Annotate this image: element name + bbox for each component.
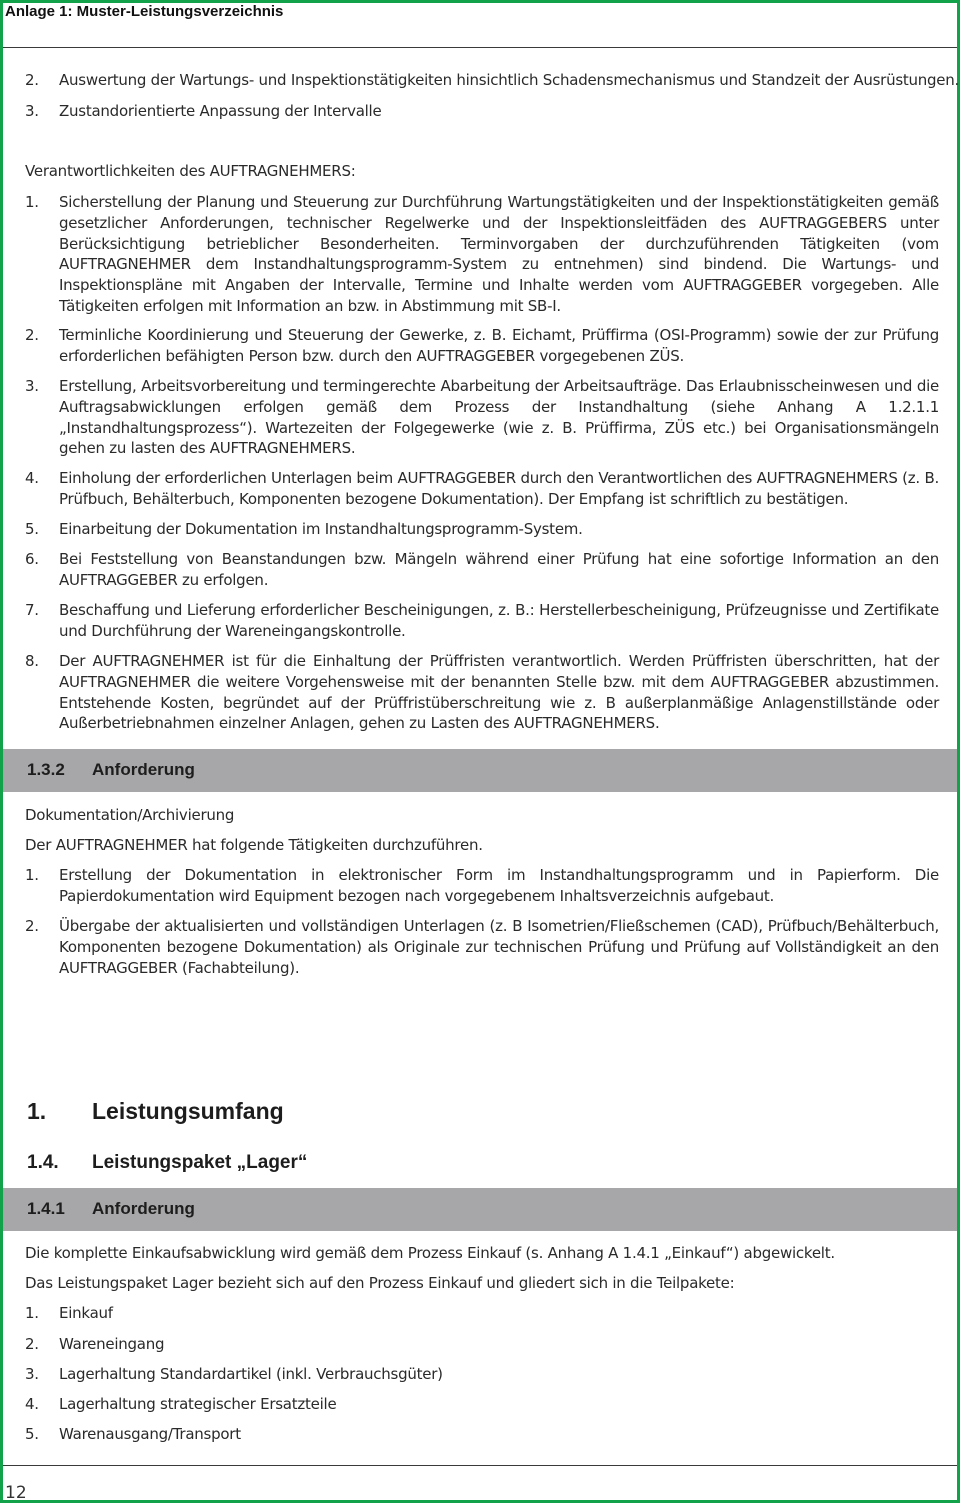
list-number: 2.	[25, 326, 39, 344]
list-item	[25, 1364, 939, 1385]
list-number: 2.	[25, 71, 39, 89]
section-title: Leistungspaket „Lager“	[92, 1152, 308, 1173]
section-bar	[3, 1188, 957, 1231]
list-number: 1.	[25, 866, 39, 884]
list-item	[25, 519, 939, 540]
list-text: Übergabe der aktualisierten und vollständigen Unterlagen (z. B Isometrien/Fließschemen (CAD), Prüfbuch/Behälterbuch, Komponenten bezogene Dokumentation) als Originale zur technischen Prüfung und Prüfung auf Vollständigkeit an den AUFTRAGGEBER (Fachabteilung).	[59, 917, 939, 977]
paragraph: Der AUFTRAGNEHMER hat folgende Tätigkeiten durchzuführen.	[25, 836, 483, 854]
list-item	[25, 192, 939, 317]
list-item	[25, 651, 939, 734]
header-title: Anlage 1: Muster-Leistungsverzeichnis	[5, 3, 284, 20]
list-number: 5.	[25, 520, 39, 538]
list-item	[25, 1424, 939, 1445]
list-number: 3.	[25, 377, 39, 395]
list-text: Zustandorientierte Anpassung der Intervalle	[59, 102, 382, 120]
list-item	[25, 1394, 939, 1415]
paragraph: Die komplette Einkaufsabwicklung wird gemäß dem Prozess Einkauf (s. Anhang A 1.4.1 „Einkauf“) abgewickelt.	[25, 1244, 835, 1262]
footer-divider	[3, 1465, 957, 1466]
page-header	[3, 3, 957, 48]
list-number: 4.	[25, 1395, 39, 1413]
list-item	[25, 549, 939, 591]
list-text: Auswertung der Wartungs- und Inspektionstätigkeiten hinsichtlich Schadensmechanismus und Standzeit der Ausrüstungen.	[59, 71, 960, 89]
section-number: 1.4.	[27, 1152, 59, 1173]
section-title: Anforderung	[92, 1199, 195, 1218]
list-item	[25, 101, 939, 122]
list-text: Lagerhaltung Standardartikel (inkl. Verbrauchsgüter)	[59, 1365, 443, 1383]
list-text: Warenausgang/Transport	[59, 1425, 241, 1443]
list-text: Einholung der erforderlichen Unterlagen beim AUFTRAGGEBER durch den Verantwortlichen des AUFTRAGNEHMERS (z. B. Prüfbuch, Behälterbuch, Komponenten bezogene Dokumentation). Der Empfang ist schriftlich zu bestätigen.	[59, 469, 939, 508]
list-item	[25, 600, 939, 642]
list-text: Sicherstellung der Planung und Steuerung zur Durchführung Wartungstätigkeiten und der Inspektionstätigkeiten gemäß gesetzlicher Anforderungen, technischer Regelwerke und der Inspektionsleitfäden des AUFTRAGGEBERS unter Berücksichtigung betrieblicher Besonderheiten. Terminvorgaben der durchzuführenden Tätigkeiten (vom AUFTRAGNEHMER dem Instandhaltungsprogramm-System zu entnehmen) sind bindend. Die Wartungs- und Inspektionspläne mit Angaben der Intervalle, Termine und Inhalte werden vom AUFTRAGGEBER vorgegeben. Alle Tätigkeiten erfolgen mit Information an bzw. in Abstimmung mit SB-I.	[59, 193, 939, 315]
list-item	[25, 376, 939, 459]
list-number: 1.	[25, 1304, 39, 1322]
list-item	[25, 468, 939, 510]
list-text: Bei Feststellung von Beanstandungen bzw. Mängeln während einer Prüfung hat eine sofortige Information an den AUFTRAGGEBER zu erfolgen.	[59, 550, 939, 589]
list-item	[25, 1303, 939, 1324]
section-number: 1.4.1	[27, 1199, 65, 1218]
list-text: Lagerhaltung strategischer Ersatzteile	[59, 1395, 337, 1413]
list-number: 3.	[25, 1365, 39, 1383]
list-number: 7.	[25, 601, 39, 619]
list-text: Beschaffung und Lieferung erforderlicher Bescheinigungen, z. B.: Herstellerbescheinigung, Prüfzeugnisse und Zertifikate und Durchführung der Wareneingangskontrolle.	[59, 601, 939, 640]
list-item	[25, 325, 939, 367]
list-item	[25, 916, 939, 978]
list-number: 5.	[25, 1425, 39, 1443]
list-number: 1.	[25, 193, 39, 211]
list-item	[25, 1334, 939, 1355]
list-text: Der AUFTRAGNEHMER ist für die Einhaltung der Prüffristen verantwortlich. Werden Prüffristen überschritten, hat der AUFTRAGNEHMER die weitere Vorgehensweise mit der benannten Stelle bzw. mit dem AUFTRAGGEBER abzustimmen. Entstehende Kosten, begründet auf der Prüffristüberschreitung wie z. B außerplanmäßige Anlagenstillstände oder Außerbetriebnahmen einzelner Anlagen, gehen zu Lasten des AUFTRAGNEHMERS.	[59, 652, 939, 733]
section-title: Anforderung	[92, 760, 195, 779]
chapter-number: 1.	[27, 1098, 47, 1124]
list-text: Einkauf	[59, 1304, 113, 1322]
list-number: 3.	[25, 102, 39, 120]
list-text: Erstellung, Arbeitsvorbereitung und termingerechte Abarbeitung der Arbeitsaufträge. Das Erlaubnisscheinwesen und die Auftragsabwicklungen erfolgen gemäß dem Prozess der Instandhaltung (siehe Anhang A 1.2.1.1 „Instandhaltungsprozess“). Wartezeiten der Folgegewerke (wie z. B. Prüffirma, ZÜS etc.) bei Organisationsmängeln gehen zu lasten des AUFTRAGNEHMERS.	[59, 377, 939, 458]
list-number: 8.	[25, 652, 39, 670]
list-item	[25, 865, 939, 907]
section-bar	[3, 749, 957, 792]
list-number: 2.	[25, 917, 39, 935]
responsibilities-heading: Verantwortlichkeiten des AUFTRAGNEHMERS:	[25, 162, 356, 180]
chapter-title: Leistungsumfang	[92, 1098, 284, 1124]
subheading: Dokumentation/Archivierung	[25, 806, 235, 824]
list-number: 2.	[25, 1335, 39, 1353]
list-text: Erstellung der Dokumentation in elektronischer Form im Instandhaltungsprogramm und in Papierform. Die Papierdokumentation wird Equipment bezogen nach vorgegebenem Inhaltsverzeichnis aufgebaut.	[59, 866, 939, 905]
paragraph: Das Leistungspaket Lager bezieht sich auf den Prozess Einkauf und gliedert sich in die Teilpakete:	[25, 1274, 735, 1292]
list-text: Terminliche Koordinierung und Steuerung der Gewerke, z. B. Eichamt, Prüffirma (OSI-Programm) sowie der zur Prüfung erforderlichen befähigten Person bzw. durch den AUFTRAGGEBER vorgegebenen ZÜS.	[59, 326, 939, 365]
list-text: Wareneingang	[59, 1335, 165, 1353]
page-number: 12	[5, 1483, 27, 1503]
list-number: 6.	[25, 550, 39, 568]
list-item	[25, 70, 960, 91]
list-text: Einarbeitung der Dokumentation im Instandhaltungsprogramm-System.	[59, 520, 583, 538]
list-number: 4.	[25, 469, 39, 487]
section-number: 1.3.2	[27, 760, 65, 779]
